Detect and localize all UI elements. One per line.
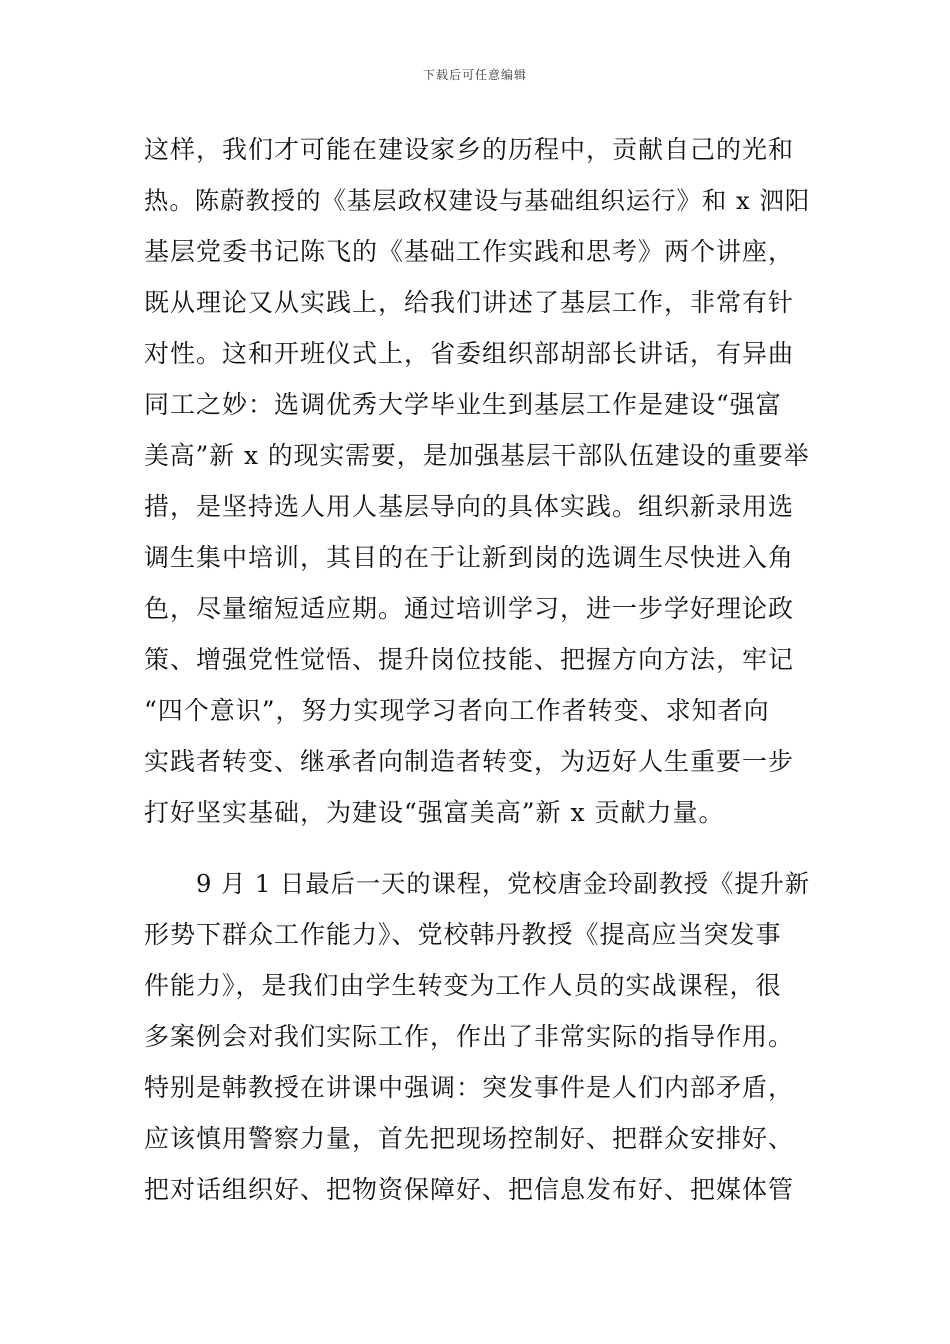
paragraph-line: 应该慎用警察力量，首先把现场控制好、把群众安排好、 bbox=[144, 1124, 795, 1153]
paragraph-line: 把对话组织好、把物资保障好、把信息发布好、把媒体管 bbox=[144, 1175, 795, 1204]
paragraph-line: 这样，我们才可能在建设家乡的历程中，贡献自己的光和 bbox=[144, 135, 795, 164]
paragraph-line: 特别是韩教授在讲课中强调：突发事件是人们内部矛盾， bbox=[144, 1073, 795, 1102]
paragraph-line: 件能力》，是我们由学生转变为工作人员的实战课程，很 bbox=[144, 971, 782, 1000]
paragraph-line: 实践者转变、继承者向制造者转变，为迈好人生重要一步 bbox=[144, 747, 795, 776]
paragraph-line: 9 月 1 日最后一天的课程，党校唐金玲副教授《提升新 bbox=[196, 869, 811, 898]
page-header: 下载后可任意编辑 bbox=[422, 68, 527, 82]
paragraph-line: 多案例会对我们实际工作，作出了非常实际的指导作用。 bbox=[144, 1022, 795, 1051]
paragraph-line: 策、增强党性觉悟、提升岗位技能、把握方向方法，牢记 bbox=[144, 645, 795, 674]
paragraph-line: 形势下群众工作能力》、党校韩丹教授《提高应当突发事 bbox=[144, 920, 782, 949]
paragraph-line: 同工之妙：选调优秀大学毕业生到基层工作是建设“强富 bbox=[144, 390, 782, 419]
paragraph-line: “四个意识”，努力实现学习者向工作者转变、求知者向 bbox=[144, 696, 770, 725]
paragraph-line: 美高”新 x 的现实需要，是加强基层干部队伍建设的重要举 bbox=[144, 441, 810, 470]
paragraph-line: 调生集中培训，其目的在于让新到岗的选调生尽快进入角 bbox=[144, 543, 795, 572]
paragraph-line: 基层党委书记陈飞的《基础工作实践和思考》两个讲座， bbox=[144, 237, 795, 266]
paragraph-line: 打好坚实基础，为建设“强富美高”新 x 贡献力量。 bbox=[144, 798, 725, 827]
paragraph-line: 措，是坚持选人用人基层导向的具体实践。组织新录用选 bbox=[144, 492, 795, 521]
paragraph-line: 热。陈蔚教授的《基层政权建设与基础组织运行》和 x 泗阳 bbox=[144, 186, 811, 215]
paragraph-line: 既从理论又从实践上，给我们讲述了基层工作，非常有针 bbox=[144, 288, 795, 317]
paragraph-line: 色，尽量缩短适应期。通过培训学习，进一步学好理论政 bbox=[144, 594, 795, 623]
paragraph-line: 对性。这和开班仪式上，省委组织部胡部长讲话，有异曲 bbox=[144, 339, 795, 368]
